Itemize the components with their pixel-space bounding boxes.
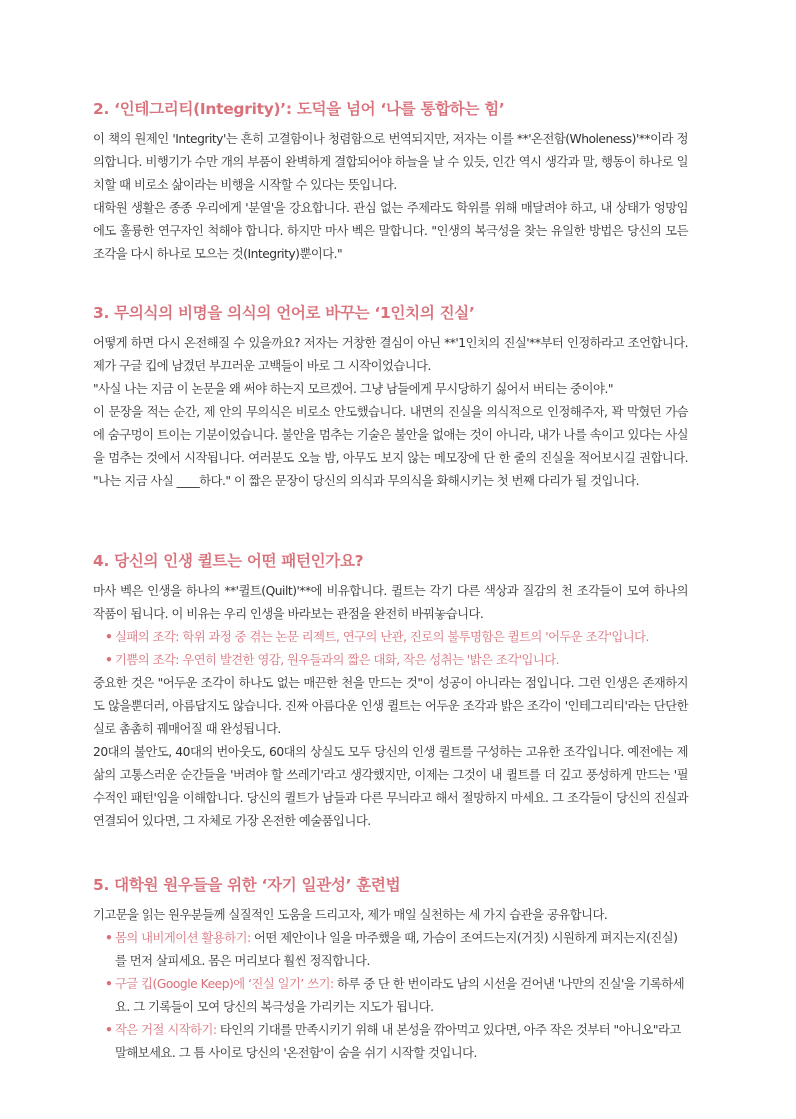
section-5-paragraph-1: 기고문을 읽는 원우분들께 실질적인 도움을 드리고자, 제가 매일 실천하는 세 가지 습관을 공유합니다. — [93, 908, 608, 922]
bullet-icon: • — [105, 653, 113, 667]
list-item — [93, 649, 688, 672]
list-item — [93, 973, 688, 1019]
section-5-bullet-list — [93, 927, 688, 1065]
section-3-title: 3. 무의식의 비명을 의식의 언어로 바꾸는 ‘1인치의 진실’ — [93, 304, 475, 322]
list-item-lead: 몸의 내비게이션 활용하기: — [115, 931, 251, 945]
list-item-lead: 작은 거절 시작하기: — [115, 1023, 217, 1037]
section-4-bullet-list — [93, 626, 688, 672]
section-4-paragraph-2: 중요한 것은 "어두운 조각이 하나도 없는 매끈한 천을 만드는 것"이 성공이 아니라는 점입니다. 그런 인생은 존재하지도 않을뿐더러, 아름답지도 않습니다. 진짜 아름다운 인생 퀼트는 어두운 조각과 밝은 조각이 '인테그리티'라는 단단한 실로 촘촘히 꿰매어질 때 완성됩니다. — [93, 676, 688, 736]
list-item-text: 실패의 조각: 학위 과정 중 겪는 논문 리젝트, 연구의 난관, 진로의 불투명함은 퀼트의 '어두운 조각'입니다. — [115, 630, 649, 644]
bullet-icon: • — [105, 931, 113, 945]
list-item-lead: 구글 킵(Google Keep)에 ‘진실 일기’ 쓰기: — [115, 977, 334, 991]
section-one-inch-truth — [93, 301, 688, 493]
list-item-text: 하루 중 단 한 번이라도 남의 시선을 걷어낸 '나만의 진실'을 기록하세요. 그 기록들이 모여 당신의 복극성을 가리키는 지도가 됩니다. — [115, 977, 685, 1014]
bullet-icon: • — [105, 1023, 113, 1037]
list-item-text: 어떤 제안이나 일을 마주했을 때, 가슴이 조여드는지(거짓) 시원하게 펴지는지(진실)를 먼저 살피세요. 몸은 머리보다 훨씬 정직합니다. — [115, 931, 678, 968]
list-item-text: 기쁨의 조각: 우연히 발견한 영감, 원우들과의 짧은 대화, 작은 성취는 '밝은 조각'입니다. — [115, 653, 560, 667]
section-2-title: 2. ‘인테그리티(Integrity)’: 도덕을 넘어 ‘나를 통합하는 힘’ — [93, 100, 505, 118]
section-4-paragraph-3: 20대의 불안도, 40대의 번아웃도, 60대의 상실도 모두 당신의 인생 퀼트를 구성하는 고유한 조각입니다. 예전에는 제 삶의 고통스러운 순간들을 '버려야 할 쓰레기'라고 생각했지만, 이제는 그것이 내 퀼트를 더 깊고 풍성하게 만드는 '필수적인 패턴'임을 이해합니다. 당신의 퀼트가 남들과 다른 무늬라고 해서 절망하지 마세요. 그 조각들이 당신의 진실과 연결되어 있다면, 그 자체로 가장 온전한 예술품입니다. — [93, 745, 688, 828]
section-2-paragraph-1: 이 책의 원제인 'Integrity'는 흔히 고결함이나 청렴함으로 번역되지만, 저자는 이를 **'온전함(Wholeness)'**이라 정의합니다. 비행기가 수만 개의 부품이 완벽하게 결합되어야 하늘을 날 수 있듯, 인간 역시 생각과 말, 행동이 하나로 일치할 때 비로소 삶이라는 비행을 시작할 수 있다는 뜻입니다. — [93, 132, 688, 192]
section-3-paragraph-2: 이 문장을 적는 순간, 제 안의 무의식은 비로소 안도했습니다. 내면의 진실을 의식적으로 인정해주자, 꽉 막혔던 가슴에 숨구멍이 트이는 기분이었습니다. 불안을 멈추는 기술은 불안을 없애는 것이 아니라, 내가 나를 속이고 있다는 사실을 멈추는 것에서 시작됩니다. 여러분도 오늘 밤, 아무도 보지 않는 메모장에 단 한 줄의 진실을 적어보시길 권합니다. "나는 지금 사실 ____하다." 이 짧은 문장이 당신의 의식과 무의식을 화해시키는 첫 번째 다리가 될 것입니다. — [93, 405, 688, 488]
list-item — [93, 927, 688, 973]
section-2-paragraph-2: 대학원 생활은 종종 우리에게 '분열'을 강요합니다. 관심 없는 주제라도 학위를 위해 매달려야 하고, 내 상태가 엉망임에도 훌륭한 연구자인 척해야 합니다. 하지만 마사 벡은 말합니다. "인생의 복극성을 찾는 유일한 방법은 당신의 모든 조각을 다시 하나로 모으는 것(Integrity)뿐이다." — [93, 201, 688, 261]
section-life-quilt — [93, 549, 688, 833]
list-item — [93, 1019, 688, 1065]
section-integrity — [93, 97, 688, 266]
section-4-title: 4. 당신의 인생 퀼트는 어떤 패턴인가요? — [93, 552, 364, 570]
list-item — [93, 626, 688, 649]
bullet-icon: • — [105, 630, 113, 644]
list-item-text: 타인의 기대를 만족시키기 위해 내 본성을 깎아먹고 있다면, 아주 작은 것부터 "아니오"라고 말해보세요. 그 틈 사이로 당신의 '온전함'이 숨을 쉬기 시작할 것입니다. — [115, 1023, 681, 1060]
section-4-paragraph-1: 마사 벡은 인생을 하나의 **'퀼트(Quilt)'**에 비유합니다. 퀼트는 각기 다른 색상과 질감의 천 조각들이 모여 하나의 작품이 됩니다. 이 비유는 우리 인생을 바라보는 관점을 완전히 바꿔놓습니다. — [93, 584, 688, 621]
bullet-icon: • — [105, 977, 113, 991]
section-3-quote: "사실 나는 지금 이 논문을 왜 써야 하는지 모르겠어. 그냥 남들에게 무시당하기 싫어서 버티는 중이야." — [93, 382, 614, 396]
section-self-consistency — [93, 873, 688, 1065]
section-5-title: 5. 대학원 원우들을 위한 ‘자기 일관성’ 훈련법 — [93, 876, 401, 894]
section-3-paragraph-1: 어떻게 하면 다시 온전해질 수 있을까요? 저자는 거창한 결심이 아닌 **'1인치의 진실'**부터 인정하라고 조언합니다. 제가 구글 킵에 남겼던 부끄러운 고백들이 바로 그 시작이었습니다. — [93, 336, 688, 373]
